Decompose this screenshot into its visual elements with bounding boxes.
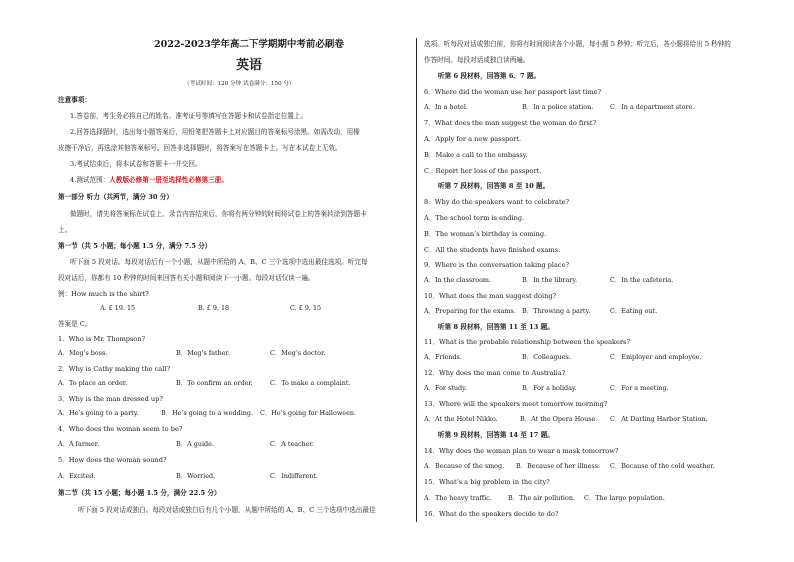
question-2: 2．Why is Cathy making the call? bbox=[58, 365, 171, 373]
section2-intro-a: 听下面 5 段对话或独白。每段对话或独白后有几个小题，从题中所给的 A、B、C 三个选项中选出最佳 bbox=[78, 506, 376, 514]
exam-info: （考试时间：120 分钟 试卷满分：150 分） bbox=[184, 81, 295, 87]
q6-option-c: C．In a department store. bbox=[610, 103, 695, 111]
example-answer: 答案是 C。 bbox=[58, 320, 92, 328]
part1-intro-b: 上。 bbox=[58, 226, 72, 234]
q3-option-b: B．He’s going to a wedding. bbox=[161, 409, 254, 417]
q8-option-c: C．All the students have finished exams. bbox=[424, 246, 561, 254]
question-6: 6．Where did the woman use her passport last time? bbox=[424, 88, 602, 96]
q12-option-b: B．For a holiday. bbox=[522, 384, 577, 392]
q2-option-b: B．To confirm an order. bbox=[176, 379, 253, 387]
q12-option-c: C．For a meeting. bbox=[610, 384, 669, 392]
question-12: 12．Why does the man come to Australia? bbox=[424, 369, 566, 377]
q15-option-b: B．The air pollution. bbox=[508, 494, 575, 502]
q8-option-a: A．The school term is ending. bbox=[424, 214, 525, 222]
question-4: 4．Who does the woman seem to be? bbox=[58, 425, 183, 433]
question-5: 5．How does the woman sound? bbox=[58, 456, 167, 464]
material-6-heading: 听第 6 段材料，回答第 6、7 题。 bbox=[438, 72, 541, 80]
q4-option-b: B．A guide. bbox=[176, 440, 214, 448]
q9-option-b: B．In the library. bbox=[522, 276, 578, 284]
notice-heading: 注意事项： bbox=[58, 96, 91, 104]
q3-option-c: C．He’s going for Halloween. bbox=[260, 409, 356, 417]
q9-option-a: A．In the classroom. bbox=[424, 276, 492, 284]
subject-title: 英语 bbox=[236, 58, 263, 73]
question-10: 10．What does the man suggest doing? bbox=[424, 292, 557, 300]
example-option-b: B. £ 9. 18 bbox=[198, 304, 230, 312]
question-1: 1．Who is Mr. Thompson? bbox=[58, 335, 146, 343]
q14-option-a: A．Because of the smog. bbox=[424, 462, 505, 470]
q7-option-c: C．Report her loss of the passport. bbox=[424, 167, 542, 175]
section1-intro-a: 听下面 5 段对话。每段对话后有一个小题，从题中所给的 A、B、C 三个选项中选出最佳选项。听完每 bbox=[70, 258, 368, 266]
question-3: 3．Why is the man dressed up? bbox=[58, 395, 163, 403]
q7-option-b: B．Make a call to the embassy. bbox=[424, 151, 528, 159]
part1-heading: 第一部分 听力（共两节，满分 30 分） bbox=[58, 193, 173, 201]
material-8-heading: 听第 8 段材料，回答第 11 至 13 题。 bbox=[438, 323, 554, 331]
q6-option-b: B．In a police station. bbox=[522, 103, 594, 111]
q6-option-a: A．In a hotel. bbox=[424, 103, 468, 111]
q4-option-a: A．A farmer. bbox=[58, 440, 100, 448]
q11-option-b: B．Colleagues. bbox=[522, 353, 571, 361]
q1-option-c: C．Meg’s doctor. bbox=[270, 349, 326, 357]
section2-heading: 第二节（共 15 小题；每小题 1.5 分，满分 22.5 分） bbox=[58, 489, 221, 497]
q3-option-a: A．He’s going to a party. bbox=[58, 409, 139, 417]
q10-option-b: B．Throwing a party. bbox=[522, 307, 591, 315]
q4-option-c: C．A teacher. bbox=[270, 440, 314, 448]
q12-option-a: A．For study. bbox=[424, 384, 467, 392]
example-option-a: A. £ 19. 15 bbox=[100, 304, 136, 312]
q11-option-c: C．Employer and employee. bbox=[610, 353, 702, 361]
question-8: 8．Why do the speakers want to celebrate? bbox=[424, 198, 570, 206]
q14-option-c: C．Because of the cold weather. bbox=[610, 462, 715, 470]
q15-option-c: C．The large population. bbox=[584, 494, 665, 502]
exam-title: 2022-2023学年高二下学期期中考前必刷卷 bbox=[154, 39, 344, 50]
q2-option-c: C．To make a complaint. bbox=[270, 379, 351, 387]
example-option-c: C. £ 9. 15 bbox=[290, 304, 322, 312]
section1-heading: 第一节（共 5 小题；每小题 1.5 分，满分 7.5 分） bbox=[58, 242, 212, 250]
q1-option-b: B．Meg’s father. bbox=[176, 349, 230, 357]
section2-intro-b: 选项。听每段对话或独白前，你将有时间阅读各个小题，每小题 5 秒钟；听完后，各小题将给出 5 秒钟的 bbox=[424, 40, 731, 48]
q13-option-a: A．At the Hotel Nikko. bbox=[424, 415, 498, 423]
q13-option-b: B．At the Opera House. bbox=[520, 415, 598, 423]
q7-option-a: A．Apply for a new passport. bbox=[424, 135, 522, 143]
question-16: 16．What do the speakers decide to do? bbox=[424, 510, 559, 518]
q10-option-a: A．Preparing for the exams. bbox=[424, 307, 516, 315]
part1-intro-a: 做题时，请先将答案标在试卷上。录音内容结束后，你将有两分钟的时间将试卷上的答案转涂到答题卡 bbox=[70, 210, 367, 218]
section1-intro-b: 段对话后，你都有 10 秒钟的时间来回答有关小题和阅读下一小题。每段对话仅读一遍。 bbox=[58, 274, 315, 282]
test-range: 人教版必修第一册至选择性必修第三册。 bbox=[109, 176, 228, 184]
q15-option-a: A．The heavy traffic. bbox=[424, 494, 492, 502]
material-9-heading: 听第 9 段材料，回答第 14 至 17 题。 bbox=[438, 431, 554, 439]
q5-option-c: C．Indifferent. bbox=[270, 472, 318, 480]
q14-option-b: B．Because of her illness. bbox=[516, 462, 601, 470]
q2-option-a: A．To place an order. bbox=[58, 379, 128, 387]
q8-option-b: B．The woman’s birthday is coming. bbox=[424, 230, 547, 238]
q13-option-c: C．At Darling Harbor Station. bbox=[610, 415, 708, 423]
notice-item-2a: 2.回答选择题时，选出每小题答案后，用铅笔把答题卡上对应题目的答案标号涂黑。如需改动，用橡 bbox=[70, 128, 360, 136]
q11-option-a: A．Friends. bbox=[424, 353, 462, 361]
section2-intro-c: 作答时间。每段对话或独白读两遍。 bbox=[424, 56, 530, 64]
q10-option-c: C．Eating out. bbox=[610, 307, 658, 315]
question-15: 15．What’s a big problem in the city? bbox=[424, 478, 550, 486]
q1-option-a: A．Meg’s boss. bbox=[58, 349, 108, 357]
question-7: 7．What does the man suggest the woman do first? bbox=[424, 119, 597, 127]
question-14: 14．Why does the woman plan to wear a mask tomorrow? bbox=[424, 447, 619, 455]
question-13: 13．Where will the speakers meet tomorrow morning? bbox=[424, 400, 608, 408]
question-9: 9．Where is the conversation taking place? bbox=[424, 261, 570, 269]
example-question: 例：How much is the shirt? bbox=[58, 290, 149, 298]
q5-option-b: B．Worried. bbox=[176, 472, 216, 480]
q9-option-c: C．In the cafeteria. bbox=[610, 276, 674, 284]
q5-option-a: A．Excited. bbox=[58, 472, 96, 480]
question-11: 11．What is the probable relationship between the speakers? bbox=[424, 338, 630, 346]
notice-item-3: 3.考试结束后，将本试卷和答题卡一并交回。 bbox=[70, 160, 202, 168]
notice-item-2b: 皮擦干净后，再选涂其他答案标号。回答非选择题时，将答案写在答题卡上。写在本试卷上无效。 bbox=[58, 144, 342, 152]
column-divider bbox=[416, 38, 417, 522]
notice-item-1: 1.答卷前，考生务必将自己的姓名、准考证号等填写在答题卡和试卷指定位置上。 bbox=[70, 112, 308, 120]
material-7-heading: 听第 7 段材料，回答第 8 至 10 题。 bbox=[438, 182, 550, 190]
notice-item-4: 4.测试范围：人教版必修第一册至选择性必修第三册。 bbox=[70, 176, 228, 184]
